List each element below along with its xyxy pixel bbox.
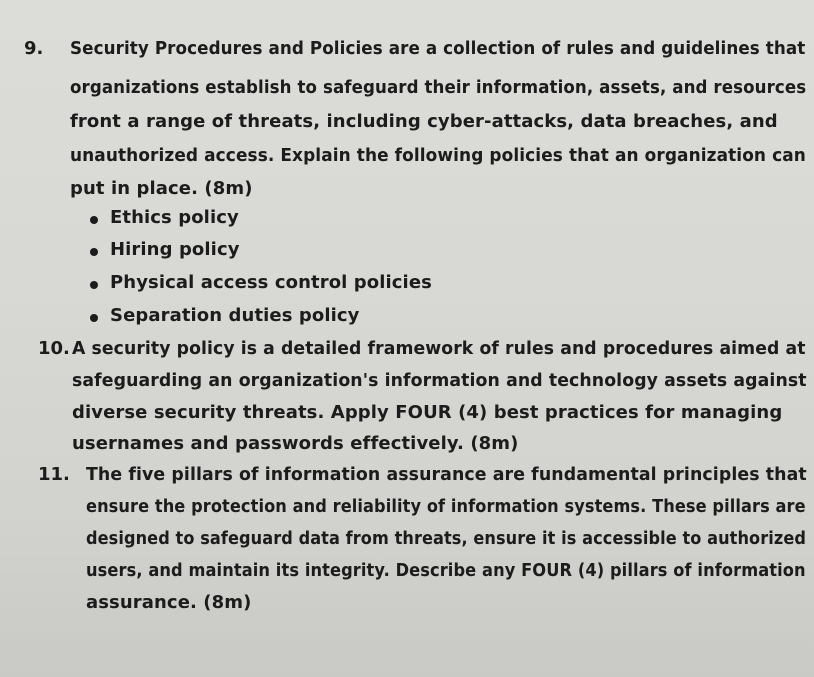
question-9-line-3: front a range of threats, including cyber-attacks, data breaches, and [70, 111, 778, 132]
bullet-hiring-policy: Hiring policy [110, 239, 240, 260]
question-9-line-4: unauthorized access. Explain the following policies that an organization can [70, 145, 806, 166]
question-11-line-4-head: users, and maintain its integrity. Describe any [86, 560, 522, 581]
question-11-line-5: assurance. (8m) [86, 592, 252, 613]
question-10-line-4: usernames and passwords effectively. (8m) [72, 433, 519, 454]
question-9-number: 9. [24, 38, 44, 59]
question-9-line-2: organizations establish to safeguard their information, assets, and resources [70, 77, 807, 98]
bullet-dot [90, 314, 98, 322]
question-10-line-3 [72, 402, 782, 423]
bullet-dot [90, 248, 98, 256]
question-11-line-3: designed to safeguard data from threats, ensure it is accessible to authorized [86, 528, 807, 549]
bullet-physical-access: Physical access control policies [110, 272, 432, 293]
question-10-bold-count: FOUR (4) [395, 402, 488, 423]
question-11-number: 11. [38, 464, 70, 485]
question-10-line-3-tail: best practices for managing [487, 402, 783, 423]
question-10-line-3-head: diverse security threats. Apply [72, 402, 396, 423]
question-10-line-1: A security policy is a detailed framework of rules and procedures aimed at [72, 338, 806, 359]
bullet-dot [90, 216, 98, 224]
bullet-dot [90, 281, 98, 289]
question-11-line-1: The five pillars of information assurance are fundamental principles that [86, 464, 807, 485]
question-11-line-2: ensure the protection and reliability of information systems. These pillars are [86, 496, 806, 517]
bullet-separation-duties: Separation duties policy [110, 305, 360, 326]
question-9-line-1: Security Procedures and Policies are a collection of rules and guidelines that [70, 38, 806, 59]
question-10-line-2: safeguarding an organization's information and technology assets against [72, 370, 807, 391]
question-9-line-5: put in place. (8m) [70, 178, 253, 199]
bullet-ethics-policy: Ethics policy [110, 207, 239, 228]
question-11-line-4-tail: pillars of information [604, 560, 806, 581]
question-11-bold-count: FOUR (4) [521, 560, 605, 581]
question-11-line-4 [86, 560, 806, 581]
question-10-number: 10. [38, 338, 70, 359]
